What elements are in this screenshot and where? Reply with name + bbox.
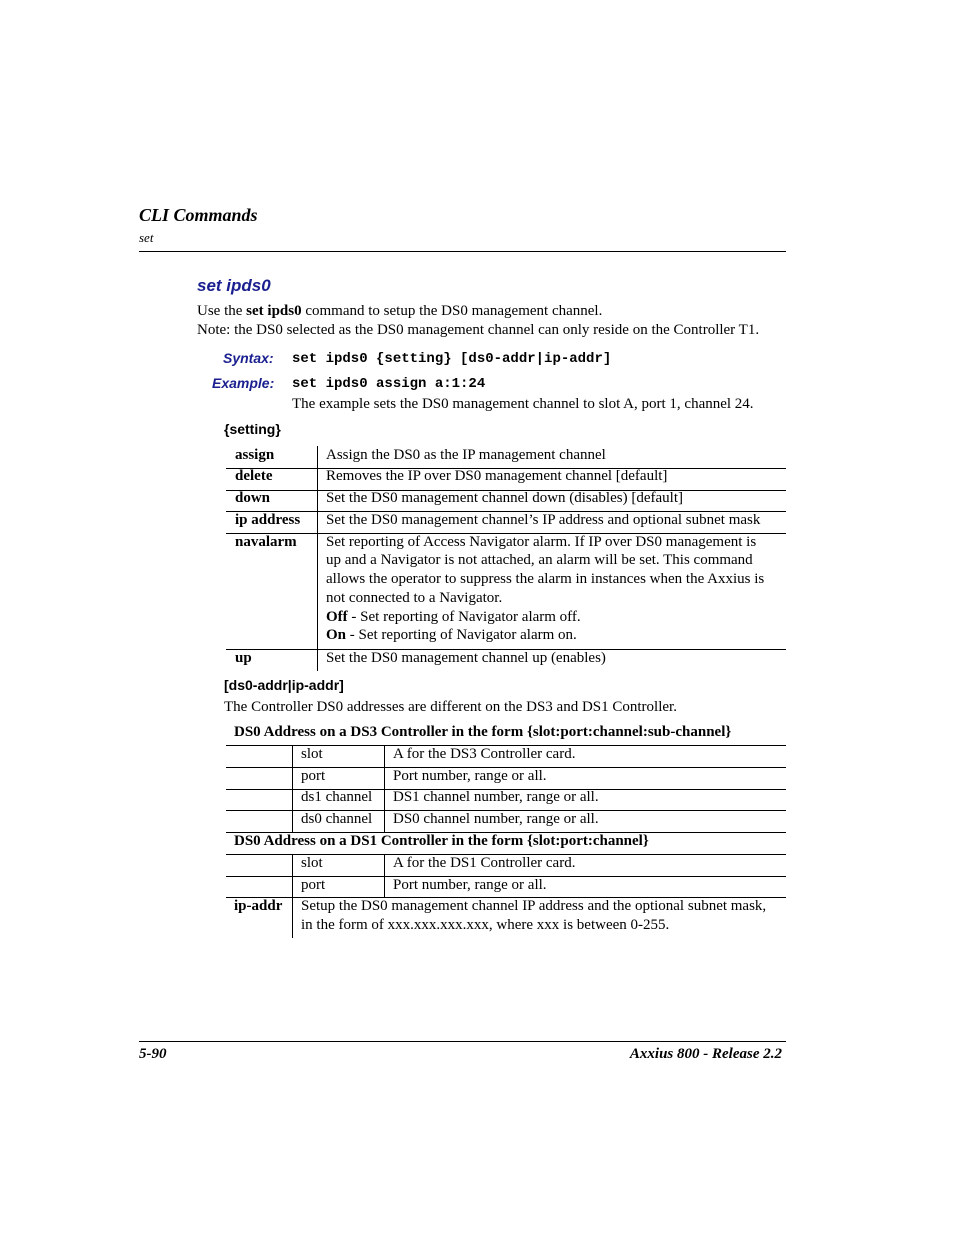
product-release: Axxius 800 - Release 2.2 xyxy=(629,1046,782,1062)
setting-desc: Set the DS0 management channel down (disables) [default] xyxy=(326,490,683,506)
setting-desc: Assign the DS0 as the IP management channel xyxy=(326,447,606,463)
ip-addr-desc-line: Setup the DS0 management channel IP address and the optional subnet mask, xyxy=(301,898,767,914)
ds3-field: ds0 channel xyxy=(301,811,373,827)
header-rule xyxy=(139,251,786,252)
ds3-desc: DS1 channel number, range or all. xyxy=(393,789,599,805)
setting-table-divider xyxy=(317,446,318,671)
setting-key: ip address xyxy=(235,512,301,528)
ip-addr-desc-line: in the form of xxx.xxx.xxx.xxx, where xxx is between 0-255. xyxy=(301,917,670,933)
setting-heading: {setting} xyxy=(224,421,281,437)
example-description: The example sets the DS0 management channel to slot A, port 1, channel 24. xyxy=(292,396,754,412)
setting-desc-line: not connected to a Navigator. xyxy=(326,590,503,606)
setting-desc-line: up and a Navigator is not attached, an alarm will be set. This command xyxy=(326,552,753,568)
navalarm-on-option: On - Set reporting of Navigator alarm on. xyxy=(326,627,577,643)
chapter-title: CLI Commands xyxy=(139,205,258,225)
setting-key: up xyxy=(235,650,252,666)
ds1-desc: Port number, range or all. xyxy=(393,877,547,893)
setting-desc-line: Set reporting of Access Navigator alarm. If IP over DS0 management is xyxy=(326,534,757,550)
setting-key: delete xyxy=(235,468,273,484)
intro-command: set ipds0 xyxy=(246,303,302,319)
example-code: set ipds0 assign a:1:24 xyxy=(292,376,486,392)
ds3-field: port xyxy=(301,768,326,784)
ds1-desc: A for the DS1 Controller card. xyxy=(393,855,576,871)
ds3-heading: DS0 Address on a DS3 Controller in the form {slot:port:channel:sub-channel} xyxy=(234,724,732,740)
setting-desc-line: allows the operator to suppress the alarm in instances when the Axxius is xyxy=(326,571,765,587)
example-label: Example: xyxy=(212,375,275,391)
ds0addr-heading: [ds0-addr|ip-addr] xyxy=(224,677,344,693)
setting-desc: Removes the IP over DS0 management channel [default] xyxy=(326,468,668,484)
ds3-field: slot xyxy=(301,746,323,762)
table-divider xyxy=(292,854,293,938)
footer-rule xyxy=(139,1041,786,1042)
ds3-field: ds1 channel xyxy=(301,789,373,805)
setting-desc: Set the DS0 management channel up (enables) xyxy=(326,650,606,666)
ds1-field: slot xyxy=(301,855,323,871)
setting-key: assign xyxy=(235,447,275,463)
syntax-code: set ipds0 {setting} [ds0-addr|ip-addr] xyxy=(292,351,612,367)
setting-key: down xyxy=(235,490,271,506)
ip-addr-key: ip-addr xyxy=(234,898,283,914)
ds1-heading: DS0 Address on a DS1 Controller in the form {slot:port:channel} xyxy=(234,833,649,849)
navalarm-off-option: Off - Set reporting of Navigator alarm off. xyxy=(326,609,581,625)
ds1-field: port xyxy=(301,877,326,893)
ds3-desc: Port number, range or all. xyxy=(393,768,547,784)
section-label: set xyxy=(139,230,154,245)
page-number: 5-90 xyxy=(139,1046,167,1062)
ds3-desc: DS0 channel number, range or all. xyxy=(393,811,599,827)
ds3-desc: A for the DS3 Controller card. xyxy=(393,746,576,762)
ds0addr-intro: The Controller DS0 addresses are different on the DS3 and DS1 Controller. xyxy=(224,699,677,715)
setting-desc: Set the DS0 management channel’s IP address and optional subnet mask xyxy=(326,512,761,528)
command-title: set ipds0 xyxy=(197,276,271,295)
syntax-label: Syntax: xyxy=(223,350,274,366)
setting-key: navalarm xyxy=(235,534,297,550)
intro-text: Use the set ipds0 command to setup the DS0 management channel. xyxy=(197,303,603,319)
note-text: Note: the DS0 selected as the DS0 management channel can only reside on the Controller T1. xyxy=(197,322,760,338)
